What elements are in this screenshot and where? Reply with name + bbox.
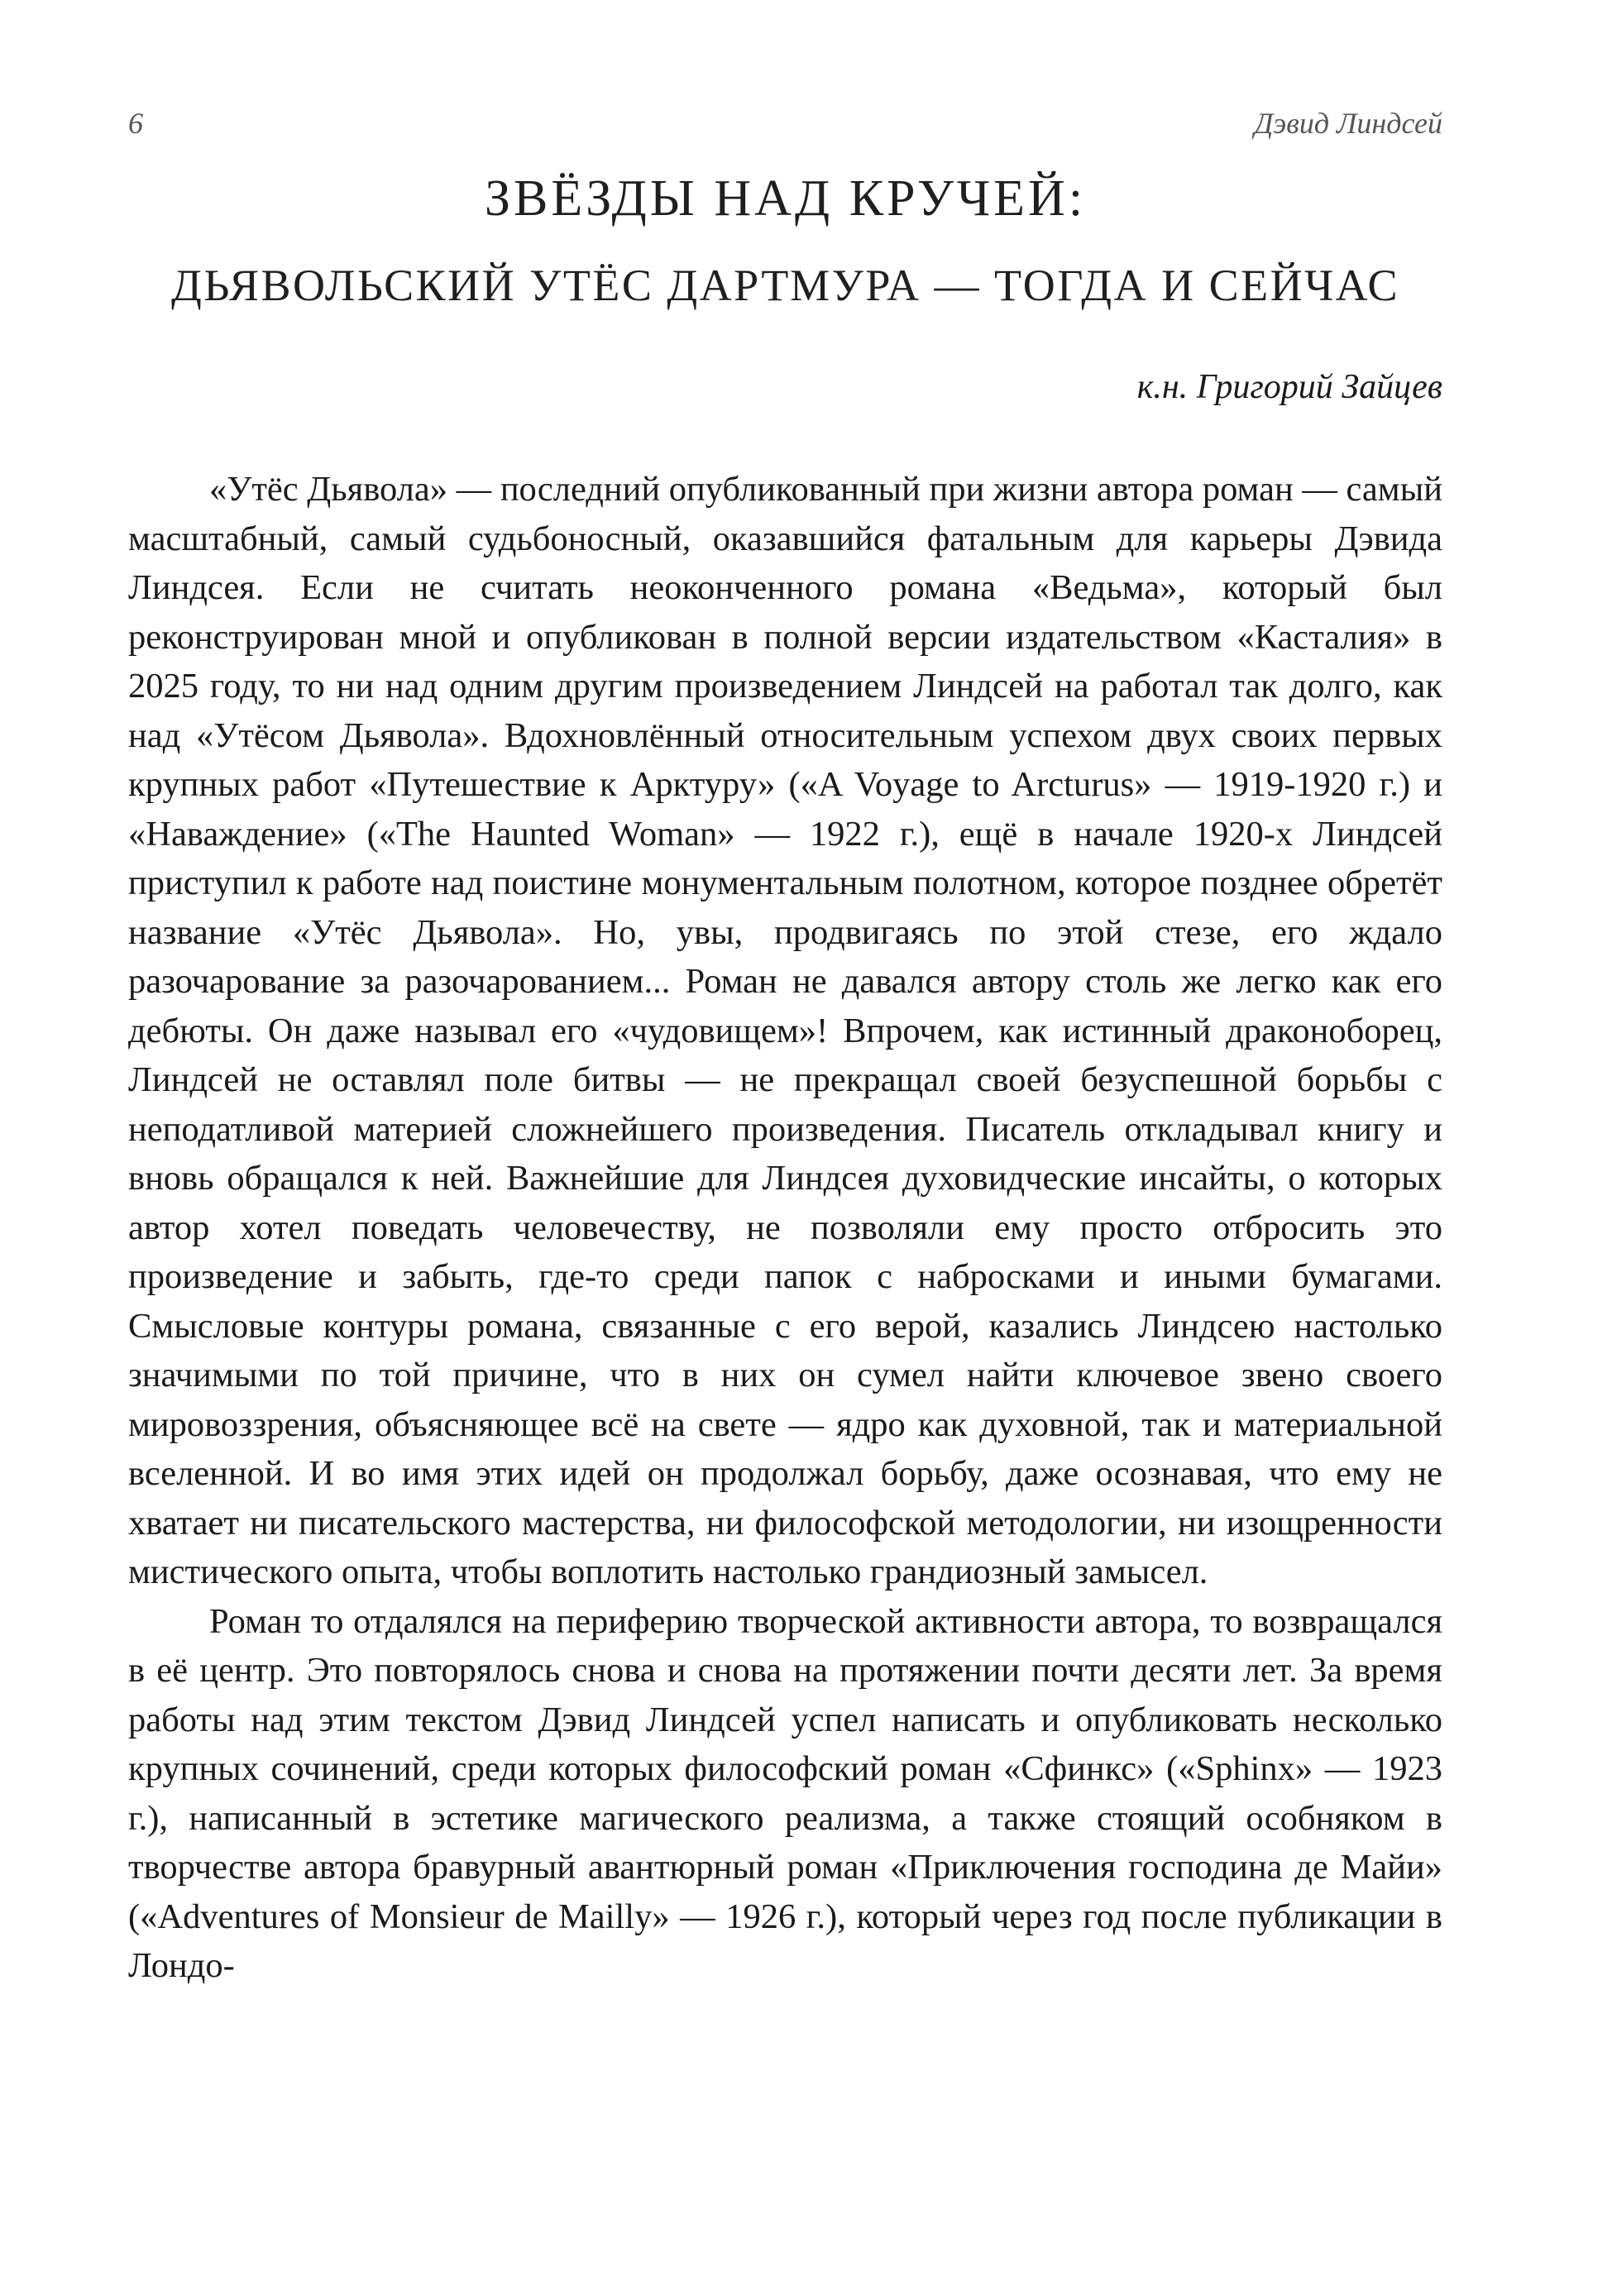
page-number: 6 (128, 107, 143, 140)
article-title: ЗВЁЗДЫ НАД КРУЧЕЙ: (484, 170, 1087, 227)
paragraph: Роман то отдалялся на периферию творческой активности автора, то возвращался в её центр. Это повторялось снова и снова на протяжении почти десяти лет. За время работы над этим текстом Дэвид Линдсей успел написать и опубликовать несколько крупных сочинений, среди которых философский роман «Сфинкс» («Sphinx» — 1923 г.), написанный в эстетике магического реализма, а также стоящий особняком в творчестве автора бравурный авантюрный роман «Приключения господина де Майи» («Adventures of Monsieur de Mailly» — 1926 г.), который через год после публикации в Лондо- (128, 1601, 1442, 1985)
paragraph: «Утёс Дьявола» — последний опубликованный при жизни автора роман — самый масштабный, самый судьбоносный, оказавшийся фатальным для карьеры Дэвида Линдсея. Если не считать неоконченного романа «Ведьма», который был реконструирован мной и опубликован в полной версии издательством «Касталия» в 2025 году, то ни над одним другим произведением Линдсей на работал так долго, как над «Утёсом Дьявола». Вдохновлённый относительным успехом двух своих первых крупных работ «Путешествие к Арктуру» («A Voyage to Arcturus» — 1919-1920 г.) и «Наваждение» («The Haunted Woman» — 1922 г.), ещё в начале 1920-х Линдсей приступил к работе над поистине монументальным полотном, которое позднее обретёт название «Утёс Дьявола». Но, увы, продвигаясь по этой стезе, его ждало разочарование за разочарованием... Роман не давался автору столь же легко как его дебюты. Он даже называл его «чудовищем»! Впрочем, как истинный драконоборец, Линдсей не оставлял поле битвы — не прекращал своей безуспешной борьбы с неподатливой материей сложнейшего произведения. Писатель откладывал книгу и вновь обращался к ней. Важнейшие для Линдсея духовидческие инсайты, о которых автор хотел поведать человечеству, не позволяли ему просто отбросить это произведение и забыть, где-то среди папок с набросками и иными бумагами. Смысловые контуры романа, связанные с его верой, казались Линдсею настолько значимыми по той причине, что в них он сумел найти ключевое звено своего мировоззрения, объясняющее всё на свете — ядро как духовной, так и материальной вселенной. И во имя этих идей он продолжал борьбу, даже осознавая, что ему не хватает ни писательского мастерства, ни философской методологии, ни изощренности мистического опыта, чтобы воплотить настолько грандиозный замысел. (128, 470, 1442, 1591)
running-title: Дэвид Линдсей (1254, 107, 1442, 140)
article-subtitle: ДЬЯВОЛЬСКИЙ УТЁС ДАРТМУРА — ТОГДА И СЕЙЧАС (170, 261, 1399, 310)
running-head (128, 106, 1442, 147)
article-author: к.н. Григорий Зайцев (1136, 368, 1442, 406)
article-body (128, 465, 1442, 1991)
